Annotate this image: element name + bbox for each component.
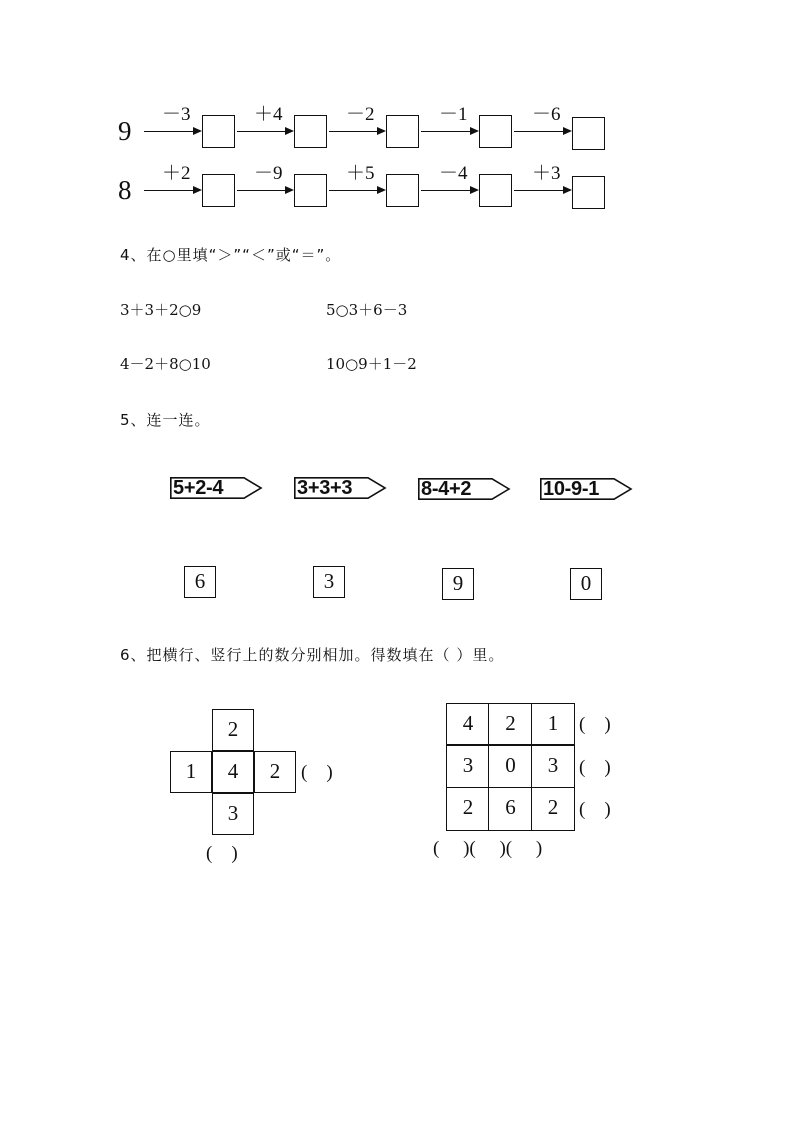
cross-cell-right: 2 [254,751,296,793]
expression-tag[interactable] [294,477,386,499]
grid-cell: 6 [488,787,533,831]
chain-operation: ＋5 [346,163,375,184]
tag-label: 10-9-1 [543,478,600,500]
grid-cell: 4 [446,703,490,745]
arrow [514,190,570,191]
grid-cell: 0 [488,745,533,789]
cross-cell-center: 4 [212,751,254,793]
arrow [329,131,384,132]
answer-number-box[interactable]: 0 [570,568,602,600]
grid-cell: 2 [531,787,575,831]
answer-box[interactable] [479,174,512,207]
answer-box[interactable] [386,174,419,207]
row-sum-blank[interactable]: ( ) [579,714,611,735]
answer-box[interactable] [202,174,235,207]
column-sum-blanks[interactable]: ( )( )( ) [433,838,543,859]
grid-cell: 3 [531,745,575,789]
arrow [514,131,570,132]
question-6-heading: 6、把横行、竖行上的数分别相加。得数填在（ ）里。 [120,646,505,664]
chain-operation: －4 [439,163,468,184]
question-5-heading: 5、连一连。 [120,411,211,429]
answer-box[interactable] [294,174,327,207]
tag-label: 3+3+3 [297,477,353,499]
answer-number-box[interactable]: 9 [442,568,474,600]
arrow [329,190,384,191]
expression-tag[interactable] [418,478,510,500]
arrow [421,190,477,191]
row-sum-blank[interactable]: ( ) [301,762,333,783]
chain-operation: －1 [439,104,468,125]
chain-operation: ＋4 [254,104,283,125]
expression-tag[interactable] [540,478,632,500]
row-sum-blank[interactable]: ( ) [579,799,611,820]
chain-start-number: 9 [118,116,132,146]
question-4-heading: 4、在○里填“＞”“＜”或“＝”。 [120,246,342,264]
compare-expression[interactable]: 4－2＋8○10 [120,355,211,373]
cross-cell-left: 1 [170,751,212,793]
chain-operation: －2 [346,104,375,125]
grid-cell: 2 [446,787,490,831]
cross-cell-bottom: 3 [212,793,254,835]
answer-box[interactable] [572,117,605,150]
answer-box[interactable] [572,176,605,209]
arrow [144,131,200,132]
cross-cell-top: 2 [212,709,254,751]
answer-box[interactable] [479,115,512,148]
row-sum-blank[interactable]: ( ) [579,757,611,778]
answer-box[interactable] [386,115,419,148]
arrow [144,190,200,191]
column-sum-blank[interactable]: ( ) [206,843,238,864]
arrow [237,190,292,191]
arrow [237,131,292,132]
chain-operation: ＋2 [162,163,191,184]
grid-cell: 2 [488,703,533,745]
answer-number-box[interactable]: 3 [313,566,345,598]
chain-start-number: 8 [118,175,132,205]
tag-label: 5+2-4 [173,477,224,499]
grid-cell: 1 [531,703,575,745]
tag-label: 8-4+2 [421,478,472,500]
chain-operation: －9 [254,163,283,184]
chain-operation: －3 [162,104,191,125]
compare-expression[interactable]: 3＋3＋2○9 [120,301,202,319]
answer-box[interactable] [202,115,235,148]
compare-expression[interactable]: 10○9＋1－2 [326,355,417,373]
answer-number-box[interactable]: 6 [184,566,216,598]
chain-operation: －6 [532,104,561,125]
expression-tag[interactable] [170,477,262,499]
grid-cell: 3 [446,745,490,789]
compare-expression[interactable]: 5○3＋6－3 [326,301,408,319]
arrow [421,131,477,132]
answer-box[interactable] [294,115,327,148]
chain-operation: ＋3 [532,163,561,184]
